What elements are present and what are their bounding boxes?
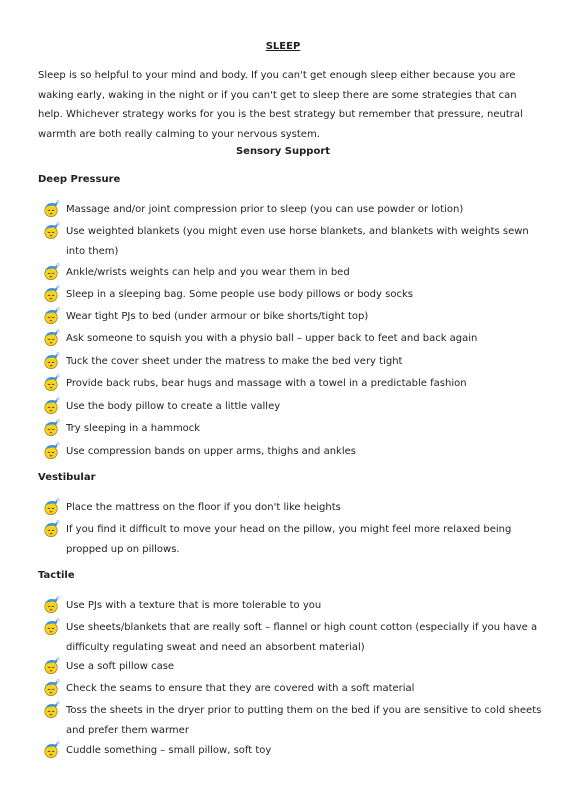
list-item: Sleep in a sleeping bag. Some people use body pillows or body socks <box>42 285 542 305</box>
section-heading-tactile: Tactile <box>38 570 75 581</box>
sleepy-face-icon <box>42 374 60 392</box>
list-item: Tuck the cover sheet under the matress to make the bed very tight <box>42 352 542 372</box>
sleepy-face-icon <box>42 285 60 303</box>
page-title: SLEEP <box>265 41 301 52</box>
list-item: Toss the sheets in the dryer prior to putting them on the bed if you are sensitive to cold sheets and prefer them warmer <box>42 701 542 740</box>
list-item: Provide back rubs, bear hugs and massage with a towel in a predictable fashion <box>42 374 542 394</box>
list-item: Place the mattress on the floor if you don't like heights <box>42 498 542 518</box>
sleepy-face-icon <box>42 701 60 719</box>
list-item: Cuddle something – small pillow, soft toy <box>42 741 542 761</box>
sleepy-face-icon <box>42 419 60 437</box>
list-item: Check the seams to ensure that they are covered with a soft material <box>42 679 542 699</box>
sleepy-face-icon <box>42 498 60 516</box>
sleepy-face-icon <box>42 263 60 281</box>
sleepy-face-icon <box>42 200 60 218</box>
list-item: Use compression bands on upper arms, thighs and ankles <box>42 442 542 462</box>
list-item: Try sleeping in a hammock <box>42 419 542 439</box>
list-item: Use weighted blankets (you might even use horse blankets, and blankets with weights sewn into them) <box>42 222 542 261</box>
sleepy-face-icon <box>42 596 60 614</box>
list-item: Use the body pillow to create a little valley <box>42 397 542 417</box>
list-item: If you find it difficult to move your head on the pillow, you might feel more relaxed being propped up on pillows. <box>42 520 542 559</box>
section-subtitle: Sensory Support <box>235 146 331 157</box>
sleepy-face-icon <box>42 442 60 460</box>
list-item: Ankle/wrists weights can help and you wear them in bed <box>42 263 542 283</box>
list-item: Massage and/or joint compression prior to sleep (you can use powder or lotion) <box>42 200 542 220</box>
sleepy-face-icon <box>42 618 60 636</box>
sleepy-face-icon <box>42 307 60 325</box>
intro-paragraph: Sleep is so helpful to your mind and body. If you can't get enough sleep either because you are waking early, waking in the night or if you can't get to sleep there are some strategies that can help. Whichever strategy works for you is the best strategy but remember that pressure, neutral warmth are both really calming to your nervous system. <box>38 70 523 140</box>
section-heading-deep-pressure: Deep Pressure <box>38 174 121 185</box>
sleepy-face-icon <box>42 352 60 370</box>
list-item: Use PJs with a texture that is more tolerable to you <box>42 596 542 616</box>
list-item: Use a soft pillow case <box>42 657 542 677</box>
sleepy-face-icon <box>42 679 60 697</box>
list-item: Ask someone to squish you with a physio ball – upper back to feet and back again <box>42 329 542 349</box>
list-item: Use sheets/blankets that are really soft – flannel or high count cotton (especially if you have a difficulty regulating sweat and need an absorbent material) <box>42 618 542 657</box>
sleepy-face-icon <box>42 520 60 538</box>
section-heading-vestibular: Vestibular <box>38 472 96 483</box>
list-item: Wear tight PJs to bed (under armour or bike shorts/tight top) <box>42 307 542 327</box>
sleepy-face-icon <box>42 329 60 347</box>
sleepy-face-icon <box>42 397 60 415</box>
sleepy-face-icon <box>42 741 60 759</box>
sleepy-face-icon <box>42 657 60 675</box>
sleepy-face-icon <box>42 222 60 240</box>
